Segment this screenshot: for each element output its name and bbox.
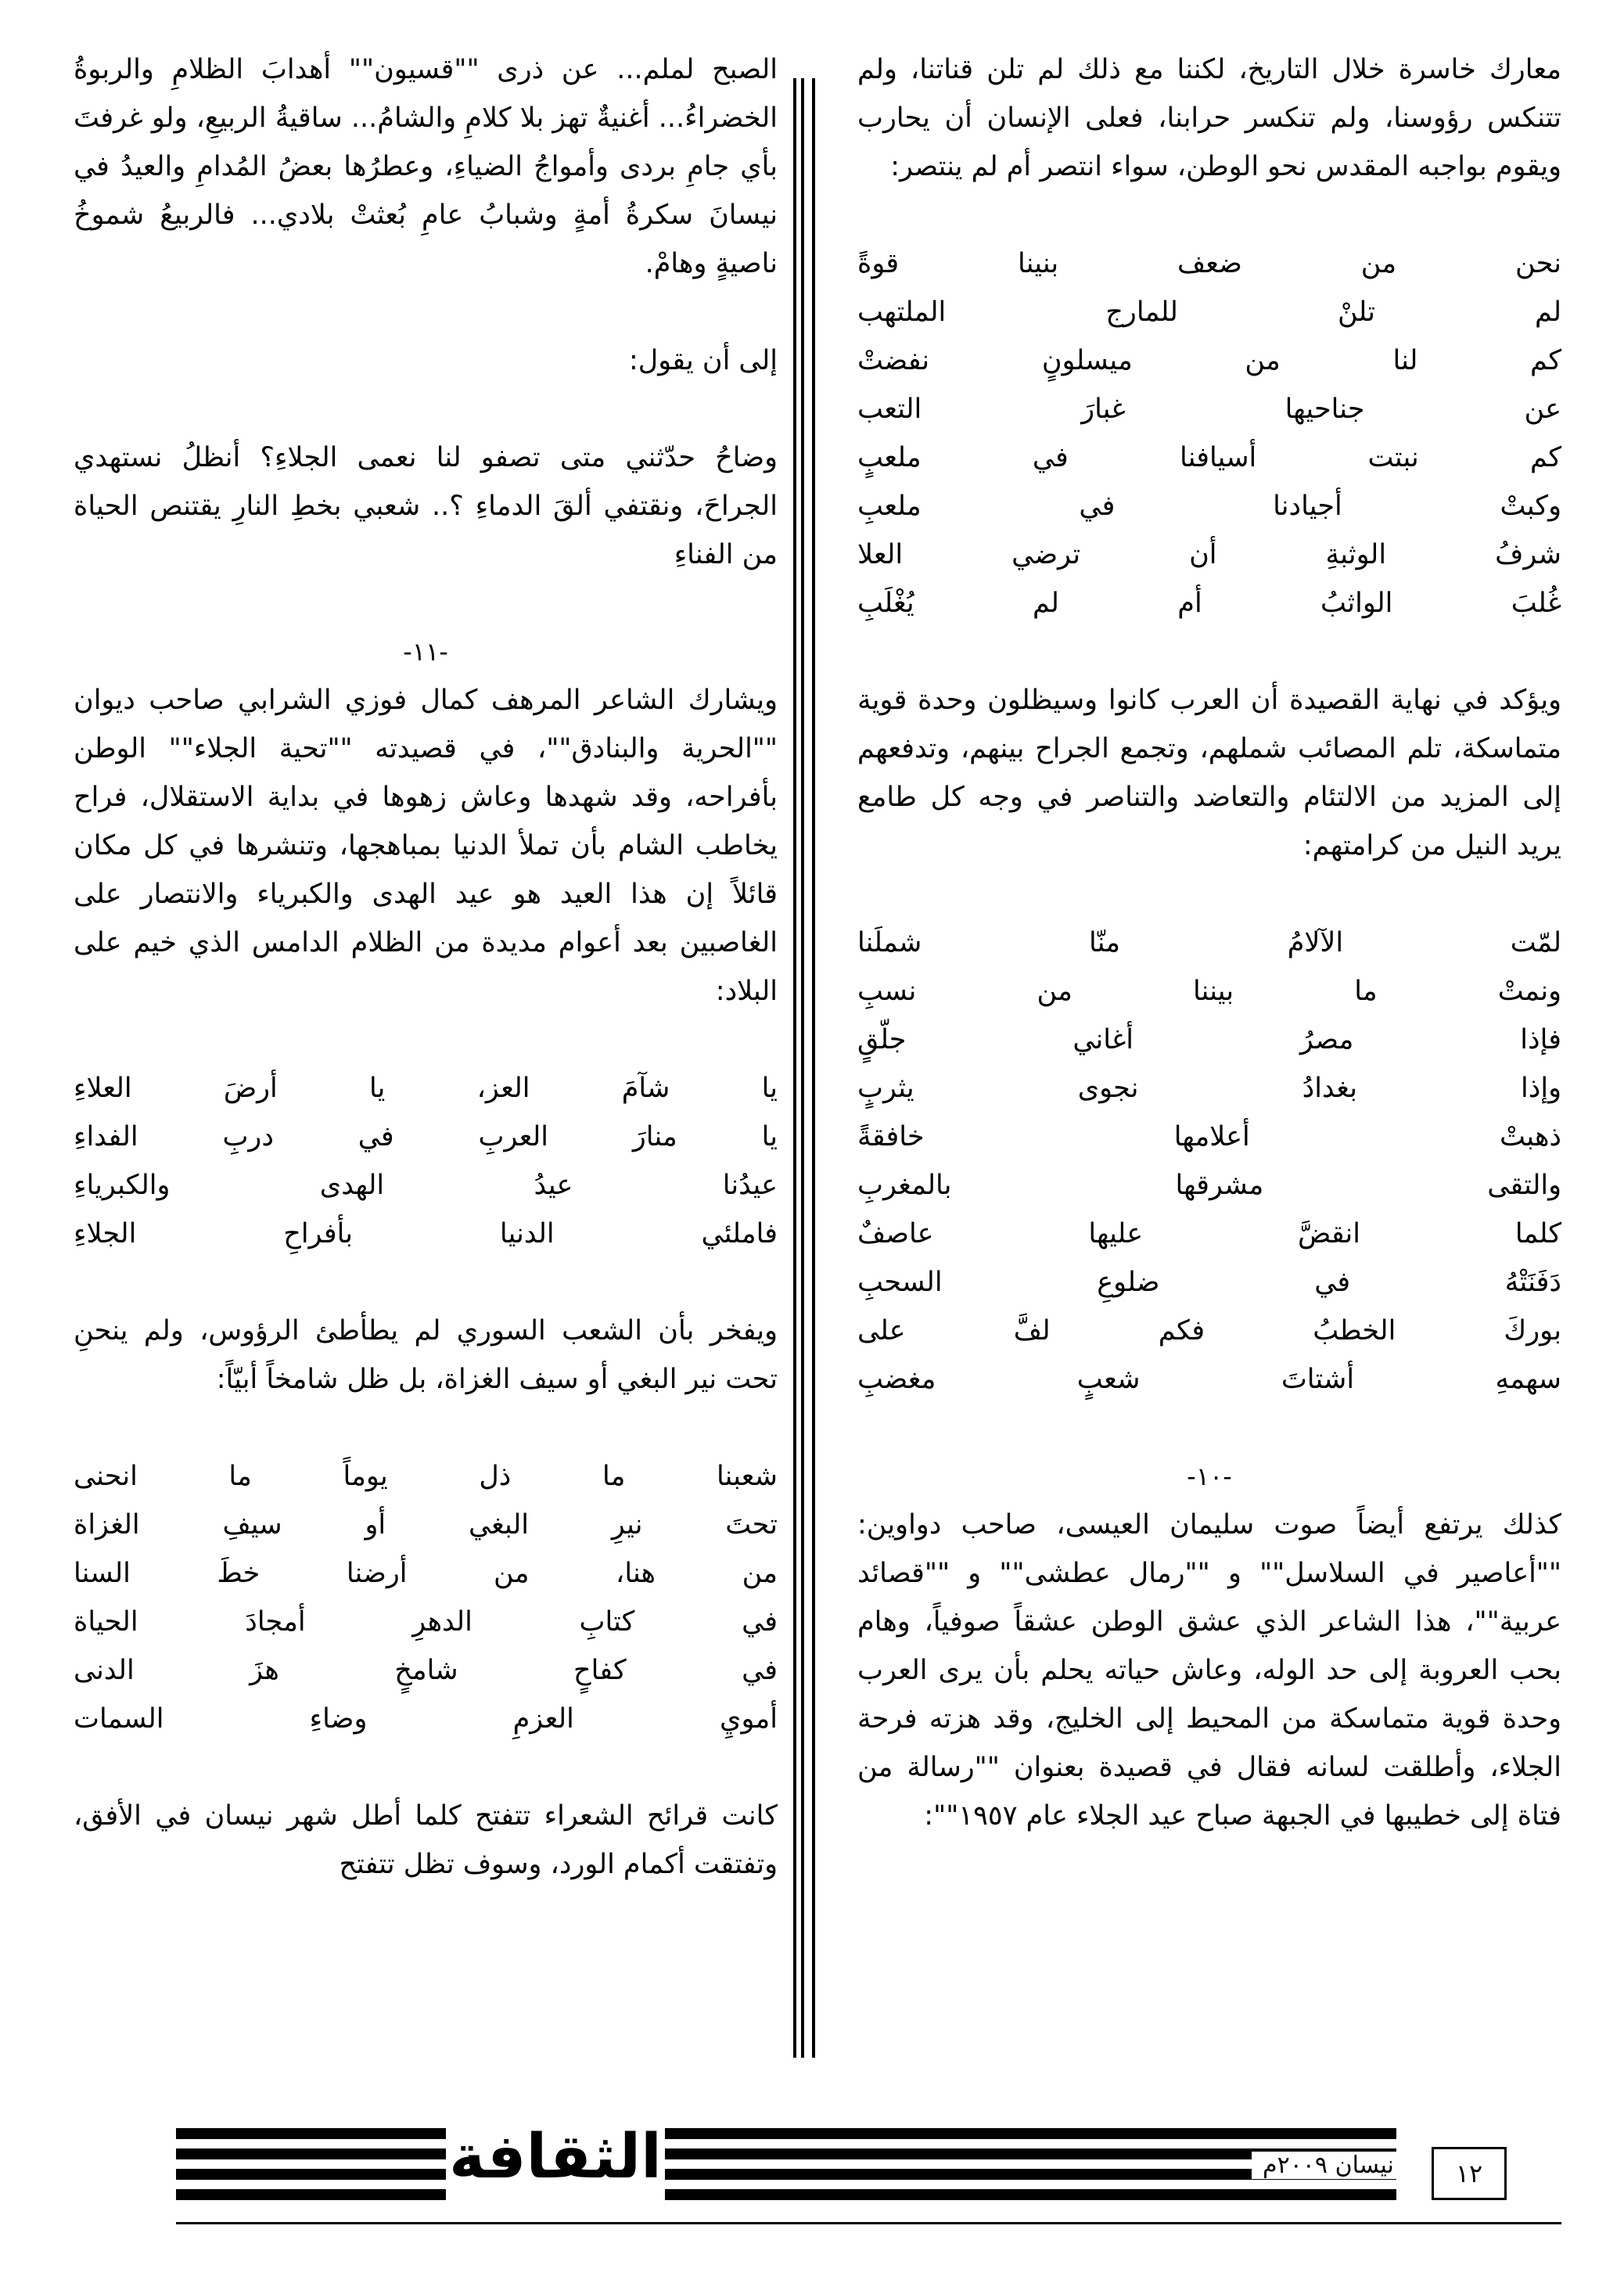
- verse-line: يا منارَ العربِ في دربِ الفداءِ: [74, 1121, 778, 1152]
- spacer: [857, 191, 1561, 239]
- spacer: [74, 385, 778, 433]
- page-number: ١٢: [1432, 2147, 1507, 2200]
- verse-line: نحن من ضعف بنينا قوةً: [857, 248, 1561, 279]
- verse-line: شرفُ الوثبةِ أن ترضي العلا: [857, 539, 1561, 570]
- paragraph: ويؤكد في نهاية القصيدة أن العرب كانوا وسيظلون وحدة قوية متماسكة، تلم المصائب شملهم، وتجمع الجراح بينهم، وتدفعهم إلى المزيد من الالتئام والتعاضد والتناصر في وجه كل طامع يريد النيل من كرامتهم:: [857, 685, 1561, 861]
- paragraph: كذلك يرتفع أيضاً صوت سليمان العيسى، صاحب دواوين: ""أعاصير في السلاسل"" و ""رمال عطشى"" و ""قصائد عربية""، هذا الشاعر الذي عشق الوطن عشقاً صوفياً، وهام بحب العروبة إلى حد الوله، وعاش حياته يحلم بأن يرى العرب وحدة قوية متماسكة من المحيط إلى الخليج، وقد هزته فرحة الجلاء، وأطلقت لسانه فقال في قصيدة بعنوان ""رسالة من فتاة إلى خطيبها في الجبهة صباح عيد الجلاء عام ١٩٥٧"":: [857, 1509, 1561, 1832]
- verse-line: كم لنا من ميسلونٍ نفضتْ: [857, 345, 1561, 376]
- issue-date: نيسان ٢٠٠٩م: [1252, 2152, 1405, 2179]
- footer-bar: [176, 2169, 1396, 2180]
- section-number: -١١-: [403, 637, 448, 667]
- footer-bar: [176, 2189, 1396, 2200]
- paragraph: الصبح لملم... عن ذرى ""قسيون"" أهدابَ الظلامِ والربوةُ الخضراءُ... أغنيةٌ تهز بلا كلامِ والشامُ... ساقيةُ الربيعِ، ولو غرفتَ بأي جامِ بردى وأمواجُ الضياءِ، وعطرُها بعضُ المُدامِ والعيدُ في نيسانَ سكرةُ أمةٍ وشبابُ عامِ بُعثتْ بلادي... فالربيعُ شموخُ ناصيةٍ وهامْ.: [74, 54, 778, 279]
- left-column: [74, 45, 778, 1889]
- right-column: [857, 45, 1561, 1840]
- verse-line: وإذا بغدادُ نجوى يثربٍ: [857, 1073, 1561, 1104]
- verse-line: وكبتْ أجيادنا في ملعبِ: [857, 491, 1561, 522]
- spacer: [74, 1258, 778, 1307]
- paragraph: كانت قرائح الشعراء تتفتح كلما أطل شهر نيسان في الأفق، وتفتقت أكمام الورد، وسوف تظل تتفتح: [74, 1800, 778, 1880]
- paragraph: وضاحُ حدّثني متى تصفو لنا نعمى الجلاءِ؟ أنظلُ نستهدي الجراحَ، ونقتفي ألقَ الدماءِ ؟.. شعبي بخطِ النارِ يقتنص الحياة من الفناءِ: [74, 442, 778, 570]
- verse-line: بوركَ الخطبُ فكم لفَّ على: [857, 1315, 1561, 1347]
- verse-line: لم تلنْ للمارج الملتهب: [857, 297, 1561, 328]
- verse-line: يا شآمَ العز، يا أرضَ العلاءِ: [74, 1073, 778, 1104]
- verse-line: تحتَ نيرِ البغي أو سيفِ الغزاة: [74, 1509, 778, 1541]
- spacer: [74, 1016, 778, 1064]
- magazine-logo: الثقافة: [446, 2114, 665, 2200]
- section-number: -١٠-: [1187, 1462, 1232, 1491]
- footer-rule: [176, 2222, 1561, 2224]
- page-footer: [0, 2097, 1624, 2238]
- spacer: [857, 1404, 1561, 1452]
- verse-line: ذهبتْ أعلامها خافقةً: [857, 1121, 1561, 1152]
- spacer: [74, 288, 778, 336]
- verse-line: والتقى مشرقها بالمغربِ: [857, 1170, 1561, 1201]
- paragraph: ويفخر بأن الشعب السوري لم يطأطئ الرؤوس، ولم ينحنِ تحت نير البغي أو سيف الغزاة، بل ظل شامخاً أبيّاً:: [74, 1315, 778, 1395]
- verse-line: كلما انقضَّ عليها عاصفٌ: [857, 1218, 1561, 1249]
- verse-line: دَفَنَتْهُ في ضلوعِ السحبِ: [857, 1267, 1561, 1298]
- verse-line: في كفاحٍ شامخٍ هزَ الدنى: [74, 1655, 778, 1686]
- verse-line: لمّت الآلامُ منّا شملَنا: [857, 927, 1561, 958]
- verse-line: من هنا، من أرضنا خطَ السنا: [74, 1558, 778, 1589]
- spacer: [74, 1404, 778, 1452]
- verse-line: فاملئي الدنيا بأفراحِ الجلاءِ: [74, 1218, 778, 1249]
- verse-line: ونمتْ ما بيننا من نسبِ: [857, 976, 1561, 1007]
- spacer: [857, 870, 1561, 919]
- verse-line: في كتابِ الدهرِ أمجادَ الحياة: [74, 1606, 778, 1638]
- footer-bar: [176, 2128, 1396, 2139]
- verse-line: عن جناحيها غبارَ التعب: [857, 394, 1561, 425]
- spacer: [74, 579, 778, 627]
- column-divider: [793, 78, 815, 2058]
- verse-line: عيدُنا عيدُ الهدى والكبرياءِ: [74, 1170, 778, 1201]
- spacer: [74, 1743, 778, 1792]
- spacer: [857, 627, 1561, 676]
- paragraph: ويشارك الشاعر المرهف كمال فوزي الشرابي صاحب ديوان ""الحرية والبنادق""، في قصيدته ""تحية الجلاء"" الوطن بأفراحه، وقد شهدها وعاش زهوها في بداية الاستقلال، فراح يخاطب الشام بأن تملأ الدنيا بمباهجها، وتنشرها في كل مكان قائلاً إن هذا العيد هو عيد الهدى والكبرياء والانتصار على الغاصبين بعد أعوام مديدة من الظلام الدامس الذي خيم على البلاد:: [74, 685, 778, 1007]
- verse-line: شعبنا ما ذل يوماً ما انحنى: [74, 1461, 778, 1492]
- verse-line: فإذا مصرُ أغاني جلّقٍ: [857, 1024, 1561, 1055]
- paragraph: إلى أن يقول:: [629, 345, 778, 376]
- paragraph: معارك خاسرة خلال التاريخ، لكننا مع ذلك لم تلن قناتنا، ولم تتنكس رؤوسنا، ولم تنكسر حرابنا، فعلى الإنسان أن يحارب ويقوم بواجبه المقدس نحو الوطن، سواء انتصر أم لم ينتصر:: [857, 54, 1561, 182]
- verse-line: سهمهِ أشتاتَ شعبٍ مغضبِ: [857, 1364, 1561, 1395]
- verse-line: غُلبَ الواثبُ أم لم يُغْلَبِ: [857, 588, 1561, 619]
- footer-bar: [176, 2148, 1396, 2159]
- verse-line: كم نبتت أسيافنا في ملعبٍ: [857, 442, 1561, 473]
- verse-line: أمويِ العزمِ وضاءِ السمات: [74, 1703, 778, 1735]
